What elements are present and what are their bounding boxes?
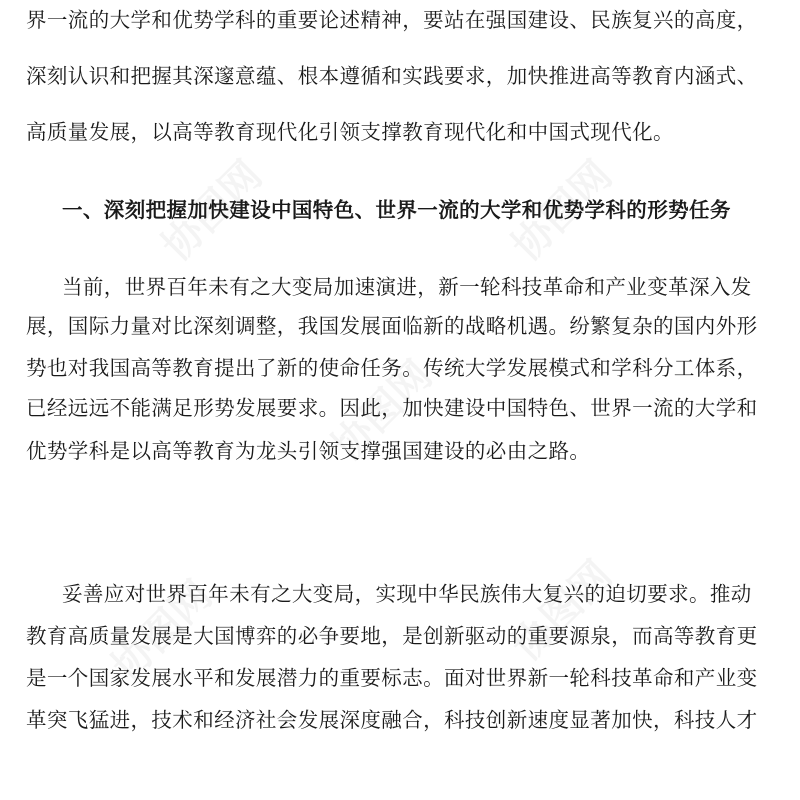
watermark: 协图网 bbox=[323, 352, 442, 470]
paragraph-2-line: 是一个国家发展水平和发展潜力的重要标志。面对世界新一轮科技革命和产业变 bbox=[26, 666, 758, 690]
body-line: 界一流的大学和优势学科的重要论述精神，要站在强国建设、民族复兴的高度， bbox=[26, 8, 758, 32]
paragraph-1-line: 优势学科是以高等教育为龙头引领支撑强国建设的必由之路。 bbox=[26, 439, 591, 463]
watermark: 协图网 bbox=[503, 552, 622, 670]
paragraph-2-line: 妥善应对世界百年未有之大变局，实现中华民族伟大复兴的迫切要求。推动 bbox=[62, 582, 752, 606]
section-heading: 一、深刻把握加快建设中国特色、世界一流的大学和优势学科的形势任务 bbox=[62, 198, 731, 222]
paragraph-1-line: 势也对我国高等教育提出了新的使命任务。传统大学发展模式和学科分工体系， bbox=[26, 356, 758, 380]
watermark: 协图网 bbox=[503, 152, 622, 270]
paragraph-2-line: 革突飞猛进，技术和经济社会发展深度融合，科技创新速度显著加快，科技人才 bbox=[26, 708, 758, 732]
watermark: 协图网 bbox=[103, 572, 222, 690]
paragraph-2-line: 教育高质量发展是大国博弈的必争要地，是创新驱动的重要源泉，而高等教育更 bbox=[26, 624, 758, 648]
body-line: 深刻认识和把握其深邃意蕴、根本遵循和实践要求，加快推进高等教育内涵式、 bbox=[26, 64, 758, 88]
paragraph-1-line: 当前，世界百年未有之大变局加速演进，新一轮科技革命和产业变革深入发 bbox=[62, 275, 752, 299]
paragraph-1-line: 已经远远不能满足形势发展要求。因此，加快建设中国特色、世界一流的大学和 bbox=[26, 396, 758, 420]
paragraph-1-line: 展，国际力量对比深刻调整，我国发展面临新的战略机遇。纷繁复杂的国内外形 bbox=[26, 314, 758, 338]
watermark: 协图网 bbox=[153, 152, 272, 270]
body-line: 高质量发展，以高等教育现代化引领支撑教育现代化和中国式现代化。 bbox=[26, 120, 674, 144]
